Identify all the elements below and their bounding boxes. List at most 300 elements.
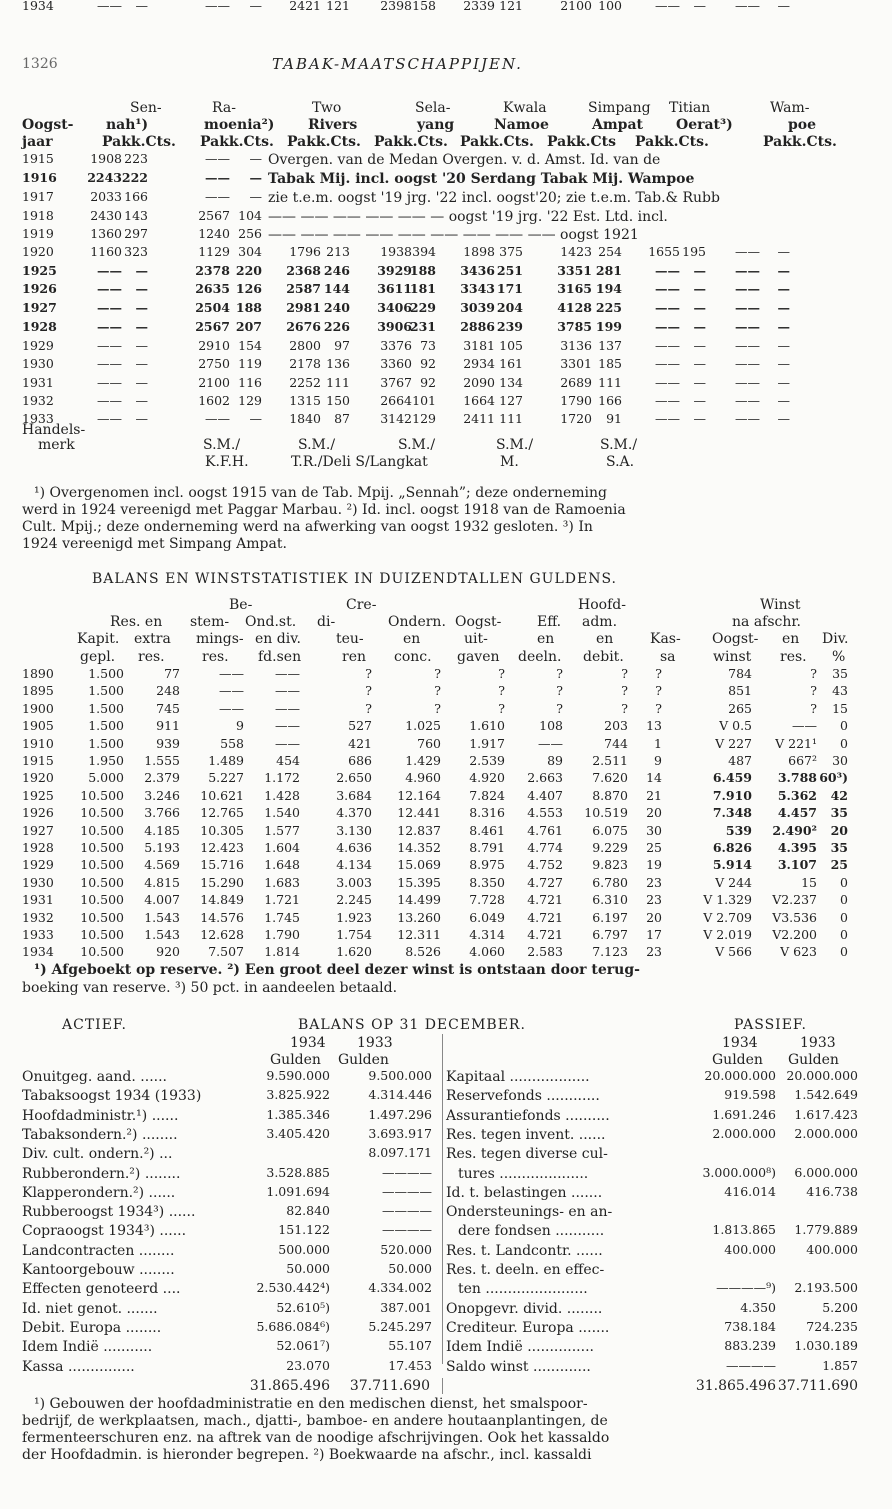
value-cell: 1.610	[469, 718, 505, 734]
value-cell: 12.423	[200, 840, 244, 855]
total-value: 37.711.690	[349, 1378, 430, 1394]
value-cell: 12.441	[397, 805, 441, 821]
actief-item-label: Landcontracten ........	[22, 1242, 175, 1259]
value-cell: 2886	[460, 319, 495, 334]
actief-value-1934: 23.070	[286, 1357, 330, 1373]
value-cell: ——	[97, 281, 122, 296]
column-header: Ampat	[592, 117, 644, 133]
value-cell: 9	[654, 753, 662, 768]
value-cell: 166	[598, 393, 622, 408]
value-cell: 1.917	[469, 735, 505, 751]
passief-value-1934: 400.000	[724, 1241, 776, 1257]
value-cell: ——	[735, 338, 760, 353]
value-cell: 2.490²	[772, 822, 817, 838]
column-header: Res. en	[110, 614, 163, 630]
value-cell: 4.134	[336, 857, 372, 873]
actief-title: ACTIEF.	[62, 1017, 127, 1033]
column-header: gaven	[457, 649, 500, 665]
value-cell: 265	[728, 700, 752, 716]
value-cell: 42	[830, 787, 848, 803]
column-header: Pakk.Cts.	[763, 134, 837, 150]
value-cell: 10.500	[80, 805, 124, 821]
value-cell: 1796	[289, 244, 321, 259]
column-header: res.	[202, 649, 229, 665]
footnote: ¹) Afgeboekt op reserve. ²) Een groot deel dezer winst is ontstaan door terug-	[34, 962, 640, 978]
value-cell: 0	[840, 874, 848, 890]
value-cell: ?	[810, 700, 817, 716]
year-cell: 1918	[22, 208, 54, 223]
value-cell: 10.500	[80, 787, 124, 803]
value-cell: V 2.019	[703, 927, 752, 942]
column-header: Namoe	[494, 117, 549, 133]
value-cell: 1423	[560, 244, 592, 259]
trade-mark: S.M./	[600, 437, 638, 453]
value-cell: ——	[97, 300, 122, 315]
value-cell: 251	[496, 263, 523, 278]
actief-value-1933: 17.453	[388, 1357, 432, 1373]
value-cell: ——	[735, 300, 760, 315]
value-cell: ——	[655, 356, 680, 371]
value-cell: —	[693, 375, 706, 390]
column-header: en	[537, 631, 555, 647]
year-cell: 1928	[22, 319, 57, 334]
value-cell: 1.428	[264, 787, 300, 803]
value-cell: 1.620	[336, 944, 372, 960]
value-cell: ——	[97, 411, 122, 426]
trade-mark: S.M./	[298, 437, 336, 453]
value-cell: 1240	[198, 226, 230, 241]
passief-item-label: Res. t. deeln. en effec-	[446, 1262, 605, 1278]
value-cell: 7.507	[208, 944, 244, 960]
actief-item-label: Copraoogst 1934³) ......	[22, 1223, 187, 1240]
value-cell: 4.569	[144, 857, 180, 873]
value-cell: 1664	[463, 393, 495, 408]
value-cell: 8.526	[405, 944, 441, 960]
value-cell: 3.130	[336, 822, 372, 838]
value-cell: 2750	[198, 356, 230, 371]
value-cell: 1.500	[88, 666, 124, 681]
actief-value-1933: 4.334.002	[368, 1280, 432, 1296]
passief-value-1934: 2.000.000	[712, 1125, 776, 1141]
value-cell: 4.370	[336, 805, 372, 821]
passief-item-label: Assurantiefonds ..........	[446, 1107, 610, 1124]
value-cell: 9.229	[592, 840, 628, 855]
value-cell: —	[777, 0, 790, 13]
passief-value-1933: 1.857	[822, 1357, 858, 1373]
value-cell: 911	[156, 718, 180, 734]
value-cell: —	[135, 375, 148, 390]
value-cell: 4.721	[527, 927, 563, 942]
value-cell: ?	[621, 683, 628, 699]
value-cell: 10.500	[80, 927, 124, 942]
value-cell: —	[249, 151, 262, 166]
column-header: Ondern.	[388, 614, 446, 630]
value-cell: —	[135, 263, 148, 278]
column-header: deeln.	[518, 649, 562, 665]
year-cell: 1929	[22, 857, 54, 873]
value-cell: 1.555	[144, 753, 180, 768]
value-cell: 1.790	[264, 927, 300, 942]
value-cell: 375	[499, 244, 523, 259]
value-cell: 2090	[463, 375, 495, 390]
value-cell: 667²	[788, 753, 817, 768]
value-cell: 9	[236, 718, 244, 734]
note-cell: zie t.e.m. oogst '19 jrg. '22 incl. oogst'20; zie t.e.m. Tab.& Rubb	[268, 190, 720, 206]
value-cell: 3406	[377, 300, 412, 315]
passief-value-1934: 883.239	[724, 1338, 776, 1354]
value-cell: ?	[365, 700, 372, 716]
value-cell: 223	[124, 151, 148, 166]
value-cell: 23	[646, 892, 662, 908]
value-cell: ?	[655, 666, 662, 681]
year-cell: 1926	[22, 805, 54, 821]
year-cell: 1925	[22, 787, 54, 803]
passief-value-1934: 3.000.000⁸)	[702, 1164, 776, 1180]
value-cell: 100	[598, 0, 622, 13]
value-cell: 4.636	[336, 840, 372, 855]
footnote: fermenteerschuren enz. na aftrek van de noodige afschrijvingen. Ook het kassaldo	[22, 1430, 610, 1446]
year-cell: 1926	[22, 281, 57, 296]
section-title: BALANS EN WINSTSTATISTIEK IN DUIZENDTALLEN GULDENS.	[92, 571, 617, 587]
column-header: Pakk.Cts.	[374, 134, 448, 150]
column-header: na afschr.	[732, 614, 801, 630]
actief-value-1933: 520.000	[380, 1241, 432, 1257]
year-cell: 1890	[22, 666, 54, 681]
value-cell: ?	[365, 683, 372, 699]
value-cell: 15.395	[397, 874, 441, 890]
value-cell: —	[777, 281, 790, 296]
value-cell: 2689	[560, 375, 592, 390]
value-cell: 231	[409, 319, 436, 334]
year-cell: 1905	[22, 718, 54, 734]
value-cell: 108	[539, 718, 563, 734]
value-cell: 8.461	[469, 822, 505, 838]
value-cell: 6.049	[469, 909, 505, 925]
value-cell: 87	[334, 411, 350, 426]
value-cell: 297	[124, 226, 148, 241]
value-cell: 3.684	[336, 787, 372, 803]
value-cell: 23	[646, 944, 662, 960]
value-cell: 30	[832, 753, 848, 768]
year-cell: 1920	[22, 244, 54, 259]
value-cell: 3929	[377, 263, 412, 278]
value-cell: 1720	[560, 411, 592, 426]
value-cell: —	[135, 319, 148, 334]
value-cell: 204	[496, 300, 523, 315]
footnote: boeking van reserve. ³) 50 pct. in aandeelen betaald.	[22, 980, 398, 996]
value-cell: ——	[97, 0, 122, 13]
value-cell: 2.663	[527, 770, 563, 786]
value-cell: 2100	[198, 375, 230, 390]
value-cell: 4.007	[144, 892, 180, 908]
value-cell: 25	[646, 840, 662, 855]
value-cell: 3.246	[144, 787, 180, 803]
value-cell: 8.350	[469, 874, 505, 890]
value-cell: 4.815	[144, 874, 180, 890]
column-header: en div.	[255, 631, 301, 647]
passief-value-1933: 1.030.189	[794, 1338, 858, 1354]
value-cell: 1908	[90, 151, 122, 166]
value-cell: 119	[238, 356, 262, 371]
column-header: Eff.	[537, 614, 562, 630]
trade-mark: K.F.H.	[205, 454, 249, 470]
passief-item-label: Saldo winst .............	[446, 1358, 591, 1375]
value-cell: 19	[646, 857, 662, 873]
value-cell: 1.500	[88, 735, 124, 751]
column-header: Oogst-	[712, 631, 759, 647]
unit-label: Gulden	[270, 1052, 321, 1068]
column-header: Be-	[229, 597, 253, 613]
value-cell: 4.727	[527, 874, 563, 890]
value-cell: ——	[275, 700, 300, 716]
value-cell: 760	[417, 735, 441, 751]
value-cell: 3360	[380, 356, 412, 371]
value-cell: 1655	[648, 244, 680, 259]
value-cell: ——	[97, 375, 122, 390]
passief-item-label: Res. tegen diverse cul-	[446, 1146, 608, 1163]
actief-value-1934: 9.590.000	[266, 1068, 330, 1083]
year-cell: 1920	[22, 770, 54, 786]
value-cell: 1.814	[264, 944, 300, 960]
actief-value-1934: 5.686.084⁶)	[256, 1318, 330, 1334]
year-cell: 1933	[22, 927, 54, 942]
column-header: extra	[134, 631, 171, 647]
value-cell: 126	[235, 281, 262, 296]
value-cell: 14	[646, 770, 662, 786]
actief-item-label: Tabaksoogst 1934 (1933)	[22, 1088, 202, 1105]
value-cell: ——	[735, 375, 760, 390]
column-header: Rivers	[308, 117, 358, 133]
value-cell: V3.536	[772, 909, 817, 925]
value-cell: —	[777, 263, 790, 278]
value-cell: ——	[97, 263, 122, 278]
value-cell: —	[693, 319, 706, 334]
value-cell: 23	[646, 874, 662, 890]
value-cell: ——	[538, 735, 563, 751]
year-cell: 1933	[22, 411, 54, 426]
value-cell: 2.583	[527, 944, 563, 960]
column-header: res.	[138, 649, 165, 665]
value-cell: 1.604	[264, 840, 300, 855]
value-cell: 6.075	[592, 822, 628, 838]
value-cell: 2587	[286, 281, 321, 296]
value-cell: 15.716	[200, 857, 244, 873]
value-cell: 2981	[286, 300, 321, 315]
value-cell: 2910	[198, 338, 230, 353]
value-cell: 6.459	[712, 770, 752, 786]
value-cell: ——	[655, 0, 680, 13]
trade-mark: S.M./	[496, 437, 534, 453]
value-cell: 150	[326, 393, 350, 408]
value-cell: 2.379	[144, 770, 180, 786]
value-cell: ?	[434, 666, 441, 681]
value-cell: 744	[604, 735, 628, 751]
value-cell: 851	[728, 683, 752, 699]
value-cell: 2339	[463, 0, 495, 13]
value-cell: 1938	[380, 244, 412, 259]
year-cell: 1927	[22, 822, 54, 838]
value-cell: ?	[810, 666, 817, 681]
column-header: %	[832, 649, 846, 665]
footnote: 1924 vereenigd met Simpang Ampat.	[22, 536, 287, 552]
value-cell: 213	[326, 244, 350, 259]
column-header: Sela-	[415, 100, 451, 116]
column-header: Sen-	[130, 100, 162, 116]
actief-item-label: Hoofdadministr.¹) ......	[22, 1107, 179, 1124]
value-cell: 229	[409, 300, 436, 315]
value-cell: 105	[499, 338, 523, 353]
value-cell: 4.457	[777, 805, 817, 821]
value-cell: ——	[275, 666, 300, 681]
value-cell: ——	[205, 170, 230, 185]
value-cell: 0	[840, 944, 848, 960]
value-cell: 6.310	[592, 892, 628, 908]
value-cell: ?	[498, 683, 505, 699]
value-cell: 421	[348, 735, 372, 751]
column-header: Cre-	[346, 597, 377, 613]
note-cell: Tabak Mij. incl. oogst '20 Serdang Tabak Mij. Wampoe	[268, 171, 695, 187]
value-cell: ——	[97, 393, 122, 408]
column-header: Kas-	[650, 631, 681, 647]
value-cell: 10.500	[80, 892, 124, 908]
value-cell: 254	[598, 244, 622, 259]
value-cell: 6.780	[592, 874, 628, 890]
value-cell: ?	[655, 700, 662, 716]
actief-value-1933: 4.314.446	[368, 1087, 432, 1103]
value-cell: V 244	[715, 874, 752, 890]
actief-value-1933: 3.693.917	[368, 1125, 432, 1141]
running-title: TABAK-MAATSCHAPPIJEN.	[272, 55, 523, 73]
trade-mark: S.M./	[398, 437, 436, 453]
value-cell: 0	[840, 892, 848, 908]
actief-item-label: Id. niet genot. .......	[22, 1300, 158, 1317]
value-cell: 7.348	[712, 805, 752, 821]
value-cell: 4.721	[527, 892, 563, 908]
value-cell: 1790	[560, 393, 592, 408]
value-cell: 20	[646, 805, 662, 821]
value-cell: —	[693, 356, 706, 371]
value-cell: 256	[238, 226, 262, 241]
actief-value-1933: 5.245.297	[368, 1318, 432, 1334]
column-header: moenia²)	[204, 117, 275, 133]
value-cell: 0	[840, 927, 848, 942]
passief-value-1934: 738.184	[724, 1318, 776, 1334]
value-cell: ?	[621, 666, 628, 681]
column-header: Pakk.Cts.	[287, 134, 361, 150]
value-cell: 111	[499, 411, 523, 426]
value-cell: 10.500	[80, 822, 124, 838]
year-cell: 1932	[22, 909, 54, 925]
trade-mark: T.R./Deli S/Langkat	[291, 454, 428, 470]
value-cell: 4.920	[469, 770, 505, 786]
footnote: werd in 1924 vereenigd met Paggar Marbau. ²) Id. incl. oogst 1918 van de Ramoenia	[22, 502, 626, 518]
passief-item-label: dere fondsen ...........	[458, 1223, 605, 1240]
column-header: Two	[312, 100, 342, 116]
value-cell: 8.316	[469, 805, 505, 821]
actief-value-1933: 9.500.000	[368, 1068, 432, 1083]
passief-item-label: Res. t. Landcontr. ......	[446, 1242, 603, 1259]
value-cell: 8.791	[469, 840, 505, 855]
passief-value-1933: 1.542.649	[794, 1087, 858, 1103]
value-cell: 5.193	[144, 840, 180, 855]
column-header: mings-	[196, 631, 244, 647]
value-cell: ——	[735, 0, 760, 13]
value-cell: 558	[220, 735, 244, 751]
actief-value-1934: 1.091.694	[266, 1183, 330, 1199]
balance-title: BALANS OP 31 DECEMBER.	[298, 1017, 526, 1033]
value-cell: 1	[654, 735, 662, 751]
value-cell: 2252	[289, 375, 321, 390]
value-cell: —	[693, 393, 706, 408]
value-cell: 136	[326, 356, 350, 371]
value-cell: —	[777, 338, 790, 353]
actief-value-1934: 1.385.346	[266, 1106, 330, 1122]
actief-value-1933: ————	[382, 1183, 432, 1199]
passief-item-label: Res. tegen invent. ......	[446, 1126, 606, 1143]
value-cell: 7.123	[592, 944, 628, 960]
actief-item-label: Klapperondern.²) ......	[22, 1184, 176, 1201]
passief-value-1934: ————	[726, 1357, 776, 1373]
year-cell: 1900	[22, 700, 54, 716]
value-cell: 185	[598, 356, 622, 371]
value-cell: 4.761	[527, 822, 563, 838]
value-cell: V 623	[780, 944, 817, 960]
value-cell: 3.788	[777, 770, 817, 786]
value-cell: 4.553	[527, 805, 563, 821]
note-cell: —— —— —— —— —— — oogst '19 jrg. '22 Est. Ltd. incl.	[268, 209, 668, 225]
value-cell: —	[777, 356, 790, 371]
value-cell: 3351	[557, 263, 592, 278]
footnote: bedrijf, de werkplaatsen, mach., djatti-, bamboe- en andere houtaanplantingen, de	[22, 1413, 608, 1429]
value-cell: 3376	[380, 338, 412, 353]
actief-value-1934: 50.000	[286, 1261, 330, 1276]
passief-value-1933: 2.000.000	[794, 1125, 858, 1141]
column-header: adm.	[582, 614, 618, 630]
column-header: Pakk.Cts.	[102, 134, 176, 150]
value-cell: 13	[646, 718, 662, 734]
actief-value-1934: 3.405.420	[266, 1125, 330, 1141]
value-cell: 181	[409, 281, 436, 296]
passief-item-label: Ondersteunings- en an-	[446, 1204, 613, 1221]
value-cell: 3.766	[144, 805, 180, 821]
value-cell: 3165	[557, 281, 592, 296]
value-cell: 2.539	[469, 753, 505, 768]
value-cell: 2378	[195, 263, 230, 278]
value-cell: 1.500	[88, 700, 124, 716]
value-cell: —	[777, 300, 790, 315]
column-header: Pakk.Cts.	[635, 134, 709, 150]
column-header: di-	[317, 614, 336, 630]
actief-value-1933: 50.000	[388, 1261, 432, 1276]
value-cell: 134	[499, 375, 523, 390]
column-header: Ond.st.	[245, 614, 297, 630]
value-cell: 203	[604, 718, 628, 734]
value-cell: —	[777, 411, 790, 426]
value-cell: ——	[97, 319, 122, 334]
value-cell: 10.500	[80, 840, 124, 855]
passief-value-1933: 416.738	[806, 1183, 858, 1199]
value-cell: —	[693, 300, 706, 315]
column-header: Div.	[822, 631, 849, 647]
passief-item-label: Crediteur. Europa .......	[446, 1319, 610, 1336]
passief-value-1934: 1.691.246	[712, 1106, 776, 1122]
value-cell: —	[135, 281, 148, 296]
actief-item-label: Kantoorgebouw ........	[22, 1262, 175, 1278]
value-cell: 4.721	[527, 909, 563, 925]
page-number: 1326	[22, 56, 58, 72]
value-cell: 104	[238, 208, 262, 223]
value-cell: 14.576	[200, 909, 244, 925]
